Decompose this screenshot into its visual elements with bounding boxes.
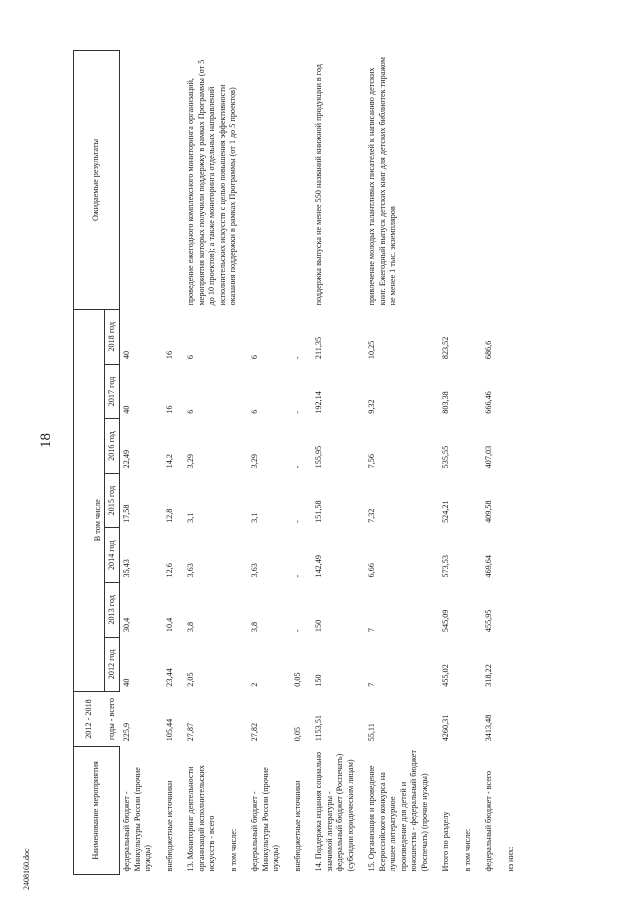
row-result: проведение ежегодного комплексного мониторинга организаций, мероприятия которых получили поддержку в рамках Программы (от 5 до 10 проектов); а также мониторинга отдельных направлений исполнительских искусств с целью повышения эффективности оказания поддержки в рамках Программы (от 1 до 5 проектов) — [186, 59, 237, 306]
row-total: 27,82 — [250, 722, 259, 742]
row-name: в том числе: — [462, 828, 472, 872]
row-name: федеральный бюджет - всего — [484, 770, 493, 872]
table-row — [184, 51, 227, 875]
row-value: 211,35 — [314, 336, 323, 360]
row-value: 455,95 — [484, 609, 493, 633]
row-value — [461, 528, 483, 583]
row-value — [504, 637, 526, 692]
row-value: 6 — [250, 409, 259, 414]
row-value — [227, 419, 249, 474]
row-result — [291, 51, 313, 310]
table-row — [504, 51, 526, 875]
row-name: из них: — [505, 846, 515, 872]
row-total: 1153,51 — [314, 714, 323, 742]
row-total: 105,44 — [164, 718, 174, 742]
row-value: 3,29 — [186, 454, 195, 469]
row-value: 409,58 — [484, 500, 493, 523]
row-value — [461, 364, 483, 419]
row-value — [504, 473, 526, 528]
row-value: 151,58 — [314, 500, 323, 523]
row-value: - — [292, 574, 302, 578]
row-value: 6 — [186, 409, 195, 414]
table-row — [120, 51, 163, 875]
row-result — [120, 51, 163, 310]
row-value: 455,02 — [441, 664, 450, 687]
header-year: 2014 год — [105, 528, 120, 583]
row-value — [227, 364, 249, 419]
row-value: 7,32 — [367, 508, 376, 523]
header-year: 2012 год — [105, 637, 120, 692]
row-value: 7 — [367, 682, 376, 687]
row-value: 12,6 — [164, 563, 174, 578]
row-value: 686,6 — [484, 340, 493, 360]
row-value: - — [292, 465, 302, 469]
table-header — [74, 51, 120, 875]
row-name: Итого по разделу — [441, 811, 450, 872]
row-value: 7 — [367, 628, 376, 633]
row-total — [227, 692, 249, 747]
row-value — [227, 528, 249, 583]
row-value: 10,25 — [367, 340, 376, 360]
row-value: - — [292, 411, 302, 414]
row-value: 2 — [250, 682, 259, 687]
row-value: 40 — [122, 678, 131, 687]
table-row — [482, 51, 504, 875]
row-value: 40 — [122, 405, 131, 414]
row-total: 4260,31 — [441, 714, 450, 742]
row-value: 3,8 — [186, 621, 195, 633]
row-value — [461, 637, 483, 692]
header-total-period: 2012 - 2018 — [74, 692, 105, 747]
table-row — [439, 51, 461, 875]
row-value — [461, 419, 483, 474]
row-value: 155,95 — [314, 445, 323, 469]
row-total: 3413,48 — [484, 714, 493, 742]
budget-table — [73, 50, 525, 875]
header-including-text: В том числе — [92, 499, 102, 542]
row-value: - — [292, 629, 302, 633]
row-result — [163, 51, 185, 310]
row-total — [461, 692, 483, 747]
header-year: 2017 год — [105, 364, 120, 419]
row-value — [504, 364, 526, 419]
row-value: 535,55 — [441, 445, 450, 469]
row-value: 16 — [164, 350, 174, 360]
row-result — [482, 51, 504, 310]
row-value — [227, 637, 249, 692]
row-value: 524,21 — [441, 500, 450, 523]
row-value: 6,66 — [367, 563, 376, 578]
table-row — [312, 51, 365, 875]
row-value: 6 — [186, 355, 195, 360]
row-value: 3,1 — [186, 512, 195, 523]
row-name: 15. Организация и проведение Всероссийского конкурса на лучшее литературное произведение для детей и юношества - федеральный бюджет (Роспечать) (прочие нужды) — [367, 749, 429, 872]
header-year: 2015 год — [105, 473, 120, 528]
row-value: 23,44 — [164, 668, 174, 687]
row-value — [461, 583, 483, 638]
table-row — [291, 51, 313, 875]
document-code: 2408160.doc — [22, 848, 31, 890]
row-value: 142,49 — [314, 555, 323, 578]
row-value — [461, 473, 483, 528]
row-value: 3,1 — [250, 512, 259, 523]
row-value: 823,52 — [441, 336, 450, 360]
row-value: 803,38 — [441, 391, 450, 414]
row-value: 0,05 — [292, 672, 302, 687]
row-total: 27,87 — [186, 722, 195, 742]
row-value: 7,56 — [367, 454, 376, 469]
row-total: 0,05 — [292, 726, 302, 742]
table-row — [461, 51, 483, 875]
table-row — [163, 51, 185, 875]
row-value: 35,43 — [122, 559, 131, 578]
row-value: 469,64 — [484, 555, 493, 578]
table-row — [365, 51, 439, 875]
row-name: внебюджетные источники — [292, 780, 302, 872]
header-year: 2018 год — [105, 309, 120, 364]
row-value: 10,4 — [164, 617, 174, 633]
row-value — [504, 528, 526, 583]
header-year: 2013 год — [105, 583, 120, 638]
row-name: федеральный бюджет - Минкультуры России (прочие нужды) — [122, 767, 152, 872]
row-value — [461, 309, 483, 364]
header-total-label: годы - всего — [105, 692, 120, 747]
row-value: 545,09 — [441, 609, 450, 633]
row-name: 13. Мониторинг деятельности организаций исполнительских искусств - всего — [186, 765, 216, 872]
row-value: 17,58 — [122, 504, 131, 523]
row-value: 6 — [250, 355, 259, 360]
row-value: 12,8 — [164, 508, 174, 523]
row-value: 150 — [314, 674, 323, 687]
row-value: 3,8 — [250, 621, 259, 633]
row-name: внебюджетные источники — [164, 780, 174, 872]
row-result — [461, 51, 483, 310]
row-name: в том числе: — [228, 828, 238, 872]
row-result — [439, 51, 461, 310]
row-value: 318,22 — [484, 664, 493, 687]
row-value — [504, 583, 526, 638]
row-value: - — [292, 520, 302, 523]
row-value: 9,32 — [367, 399, 376, 414]
row-value: 3,29 — [250, 454, 259, 469]
row-value: 150 — [314, 619, 323, 633]
row-value: 22,49 — [122, 449, 131, 469]
row-value: 30,4 — [122, 617, 131, 633]
page-number: 18 — [38, 433, 54, 448]
row-value — [227, 583, 249, 638]
row-value — [504, 419, 526, 474]
row-value — [227, 473, 249, 528]
row-value: 40 — [122, 350, 131, 360]
rotated-page-content — [65, 40, 620, 905]
row-name: федеральный бюджет - Минкультуры России (прочие нужды) — [250, 767, 280, 872]
row-value: 16 — [164, 405, 174, 414]
row-result — [504, 51, 526, 310]
row-value: 666,46 — [484, 391, 493, 414]
row-value: 14,2 — [164, 454, 174, 469]
row-value: 407,03 — [484, 445, 493, 469]
row-value: 3,63 — [186, 563, 195, 578]
row-value: 2,05 — [186, 672, 195, 687]
row-value — [227, 309, 249, 364]
header-year: 2016 год — [105, 419, 120, 474]
row-name: 14. Поддержка издания социально значимой литературы - федеральный бюджет (Роспечать) (субсидии юридическим лицам) — [314, 751, 355, 872]
row-value: 192,14 — [314, 391, 323, 414]
row-total — [504, 692, 526, 747]
header-including — [74, 309, 105, 691]
row-total: 225,9 — [121, 722, 131, 742]
row-result: привлечение молодых талантливых писателей к написанию детских книг. Ежегодный выпуск детских книг для детских библиотек тиражом не менее 1 тыс. экземпляров — [367, 57, 397, 306]
row-value — [504, 309, 526, 364]
table-body — [120, 51, 526, 875]
row-value: 573,53 — [441, 555, 450, 578]
header-results: Ожидаемые результаты — [74, 51, 120, 310]
header-name: Наименование мероприятия — [74, 746, 120, 874]
row-total: 55,11 — [367, 723, 376, 742]
row-value: - — [292, 356, 302, 360]
row-result: поддержка выпуска не менее 550 названий книжной продукции в год — [314, 64, 323, 306]
row-value: 3,63 — [250, 563, 259, 578]
